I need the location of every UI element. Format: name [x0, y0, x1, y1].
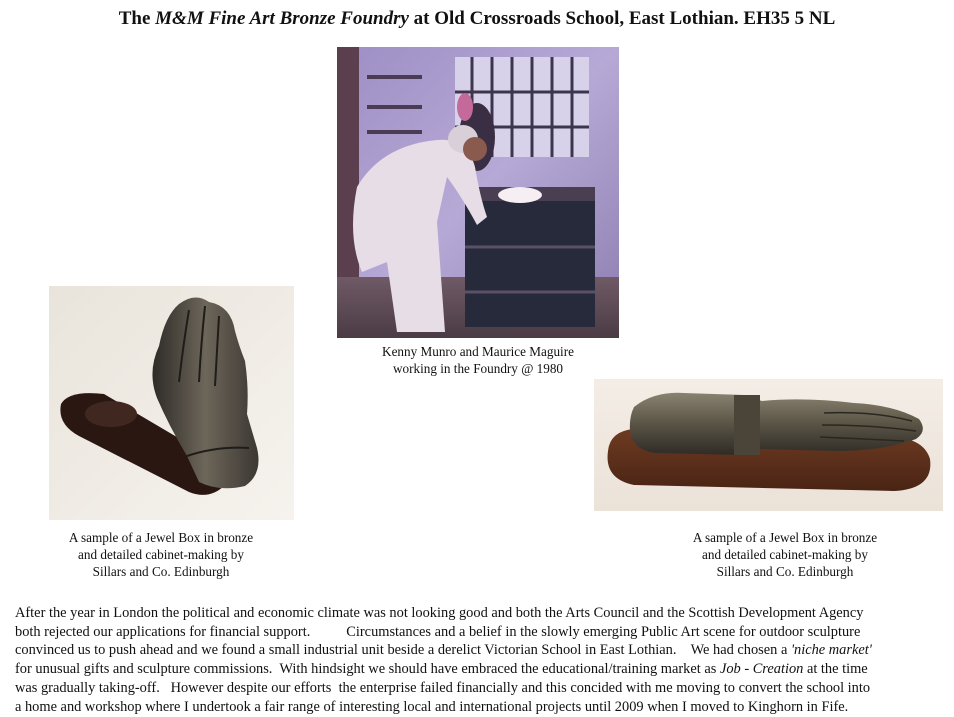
paragraph-line: convinced us to push ahead and we found a small industrial unit beside a derelict Victorian School in East Lothian. We had chosen a 'niche market'	[15, 642, 872, 659]
paragraph-line: for unusual gifts and sculpture commissions. With hindsight we should have embraced the educational/training market as Job - Creation at the time	[15, 661, 868, 678]
jewel-box-hand-reclining-photo	[594, 379, 943, 511]
paragraph-line: both rejected our applications for financial support. Circumstances and a belief in the slowly emerging Public Art scene for outdoor sculpture	[15, 623, 861, 640]
paragraph-line: was gradually taking-off. However despite our efforts the enterprise failed financially and this concided with me moving to convert the school into	[15, 679, 871, 696]
page-title: The M&M Fine Art Bronze Foundry at Old Crossroads School, East Lothian. EH35 5 NL	[118, 8, 836, 29]
history-paragraph	[15, 604, 950, 716]
paragraph-line: a home and workshop where I undertook a fair range of interesting local and international projects until 2009 when I moved to Kinghorn in Fife.	[15, 698, 849, 715]
left-box-caption: A sample of a Jewel Box in bronze and detailed cabinet-making by Sillars and Co. Edinburgh	[68, 530, 254, 579]
paragraph-line: After the year in London the political and economic climate was not looking good and both the Arts Council and the Scottish Development Agency	[15, 605, 864, 621]
foundry-caption: Kenny Munro and Maurice Maguire working in the Foundry @ 1980	[382, 344, 574, 376]
jewel-box-hand-upright-photo	[49, 286, 294, 520]
right-box-caption: A sample of a Jewel Box in bronze and detailed cabinet-making by Sillars and Co. Edinburgh	[692, 530, 878, 579]
foundry-photo	[337, 47, 619, 338]
foundry-name: M&M Fine Art Bronze Foundry	[155, 8, 409, 29]
